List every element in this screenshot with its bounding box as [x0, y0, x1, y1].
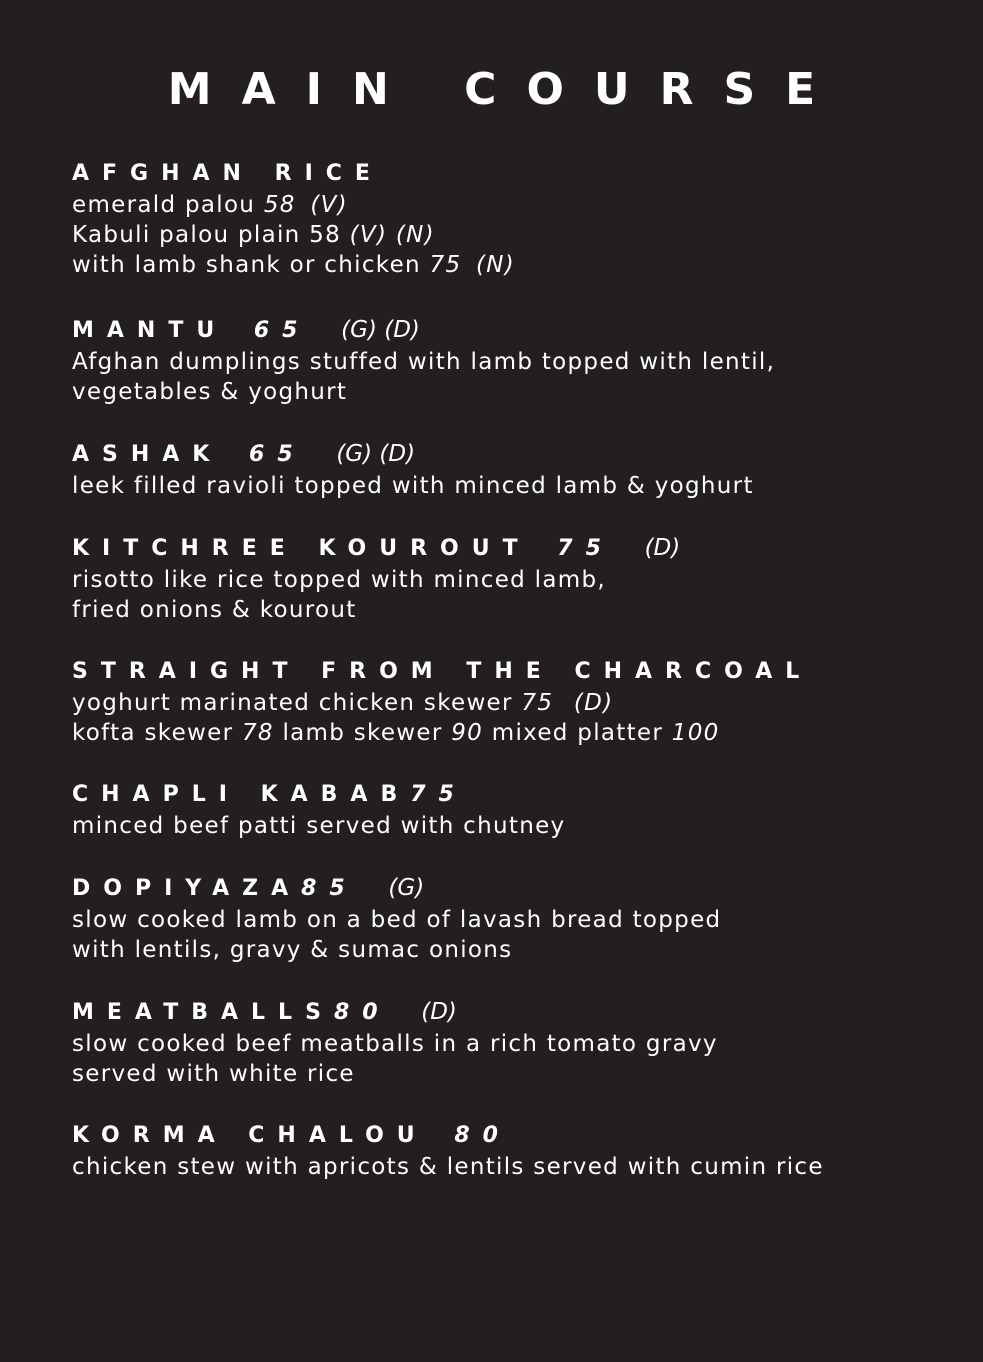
dish-description: slow cooked lamb on a bed of lavash bread topped — [72, 907, 722, 933]
section-heading — [72, 532, 952, 565]
menu-section-kitchree-kourout — [72, 532, 952, 625]
section-heading — [72, 158, 952, 190]
menu-line — [72, 190, 952, 220]
dietary-tags: (G) (D) — [341, 317, 420, 343]
dish-price: 75 — [429, 252, 462, 278]
menu-line — [72, 220, 952, 250]
dish-price: 65 — [253, 318, 311, 343]
dish-description: fried onions & kourout — [72, 597, 357, 623]
dish-price: 75 — [557, 536, 614, 561]
dish-description: slow cooked beef meatballs in a rich tomato gravy — [72, 1031, 718, 1057]
dish-description: minced beef patti served with chutney — [72, 813, 566, 839]
lamb-price: 90 — [451, 720, 484, 746]
kofta-price: 78 — [241, 720, 274, 746]
dish-name: KITCHREE KOUROUT — [72, 536, 531, 561]
menu-section-ashak — [72, 438, 952, 501]
section-heading — [72, 872, 952, 905]
dietary-tags: (D) — [644, 535, 681, 561]
dish-price: 75 — [521, 690, 554, 716]
dish-description: emerald palou — [72, 192, 256, 218]
dish-price: 85 — [301, 876, 358, 901]
section-heading — [72, 1120, 952, 1152]
dish-price: 80 — [333, 1000, 391, 1025]
dish-price: 65 — [249, 442, 306, 467]
dish-description: risotto like rice topped with minced lamb, — [72, 567, 606, 593]
dietary-tags: (N) — [476, 252, 516, 278]
dish-description: leek filled ravioli topped with minced lamb & yoghurt — [72, 473, 754, 499]
dish-price: 58 — [263, 192, 296, 218]
dish-description: with lamb shank or chicken — [72, 252, 421, 278]
dish-description: yoghurt marinated chicken skewer — [72, 690, 513, 716]
dish-name: ASHAK — [72, 442, 223, 467]
platter-label: mixed platter — [491, 720, 664, 746]
page-title: MAIN COURSE — [167, 64, 846, 115]
platter-price: 100 — [671, 720, 720, 746]
dish-name: MANTU — [72, 318, 228, 343]
dish-name: DOPIYAZA — [72, 876, 302, 901]
section-heading — [72, 996, 952, 1029]
dish-description: vegetables & yoghurt — [72, 379, 348, 405]
menu-section-chapli-kabab — [72, 779, 952, 841]
dish-description: Kabuli palou plain 58 — [72, 222, 342, 248]
menu-section-mantu — [72, 314, 952, 407]
dish-price: 80 — [454, 1123, 511, 1148]
dietary-tags: (D) — [421, 999, 457, 1025]
dish-name: CHAPLI KABAB — [72, 782, 411, 807]
dietary-tags: (G) — [388, 875, 425, 901]
menu-line — [72, 688, 952, 718]
menu-list — [72, 158, 952, 1213]
dietary-tags: (G) (D) — [336, 441, 416, 467]
lamb-label: lamb skewer — [282, 720, 443, 746]
dish-price: 75 — [410, 782, 467, 807]
dish-name: MEATBALLS — [72, 1000, 334, 1025]
dish-name: AFGHAN RICE — [72, 161, 383, 186]
menu-section-afghan-rice — [72, 158, 952, 280]
section-heading — [72, 438, 952, 471]
menu-section-meatballs — [72, 996, 952, 1089]
section-heading — [72, 779, 952, 811]
kofta-label: kofta skewer — [72, 720, 234, 746]
menu-section-charcoal — [72, 656, 952, 748]
dish-name: KORMA CHALOU — [72, 1123, 428, 1148]
dietary-tags: (V) (N) — [349, 222, 435, 248]
dietary-tags: (D) — [573, 690, 614, 716]
dish-description: Afghan dumplings stuffed with lamb topped with lentil, — [72, 349, 776, 375]
section-heading — [72, 656, 952, 688]
menu-line — [72, 250, 952, 280]
dish-description: with lentils, gravy & sumac onions — [72, 937, 513, 963]
dish-name: STRAIGHT FROM THE CHARCOAL — [72, 659, 813, 684]
menu-line — [72, 718, 952, 748]
menu-section-dopiyaza — [72, 872, 952, 965]
section-heading — [72, 314, 952, 347]
menu-section-korma-chalou — [72, 1120, 952, 1182]
dish-description: served with white rice — [72, 1061, 355, 1087]
dietary-tags: (V) — [310, 192, 348, 218]
dish-description: chicken stew with apricots & lentils served with cumin rice — [72, 1154, 824, 1180]
